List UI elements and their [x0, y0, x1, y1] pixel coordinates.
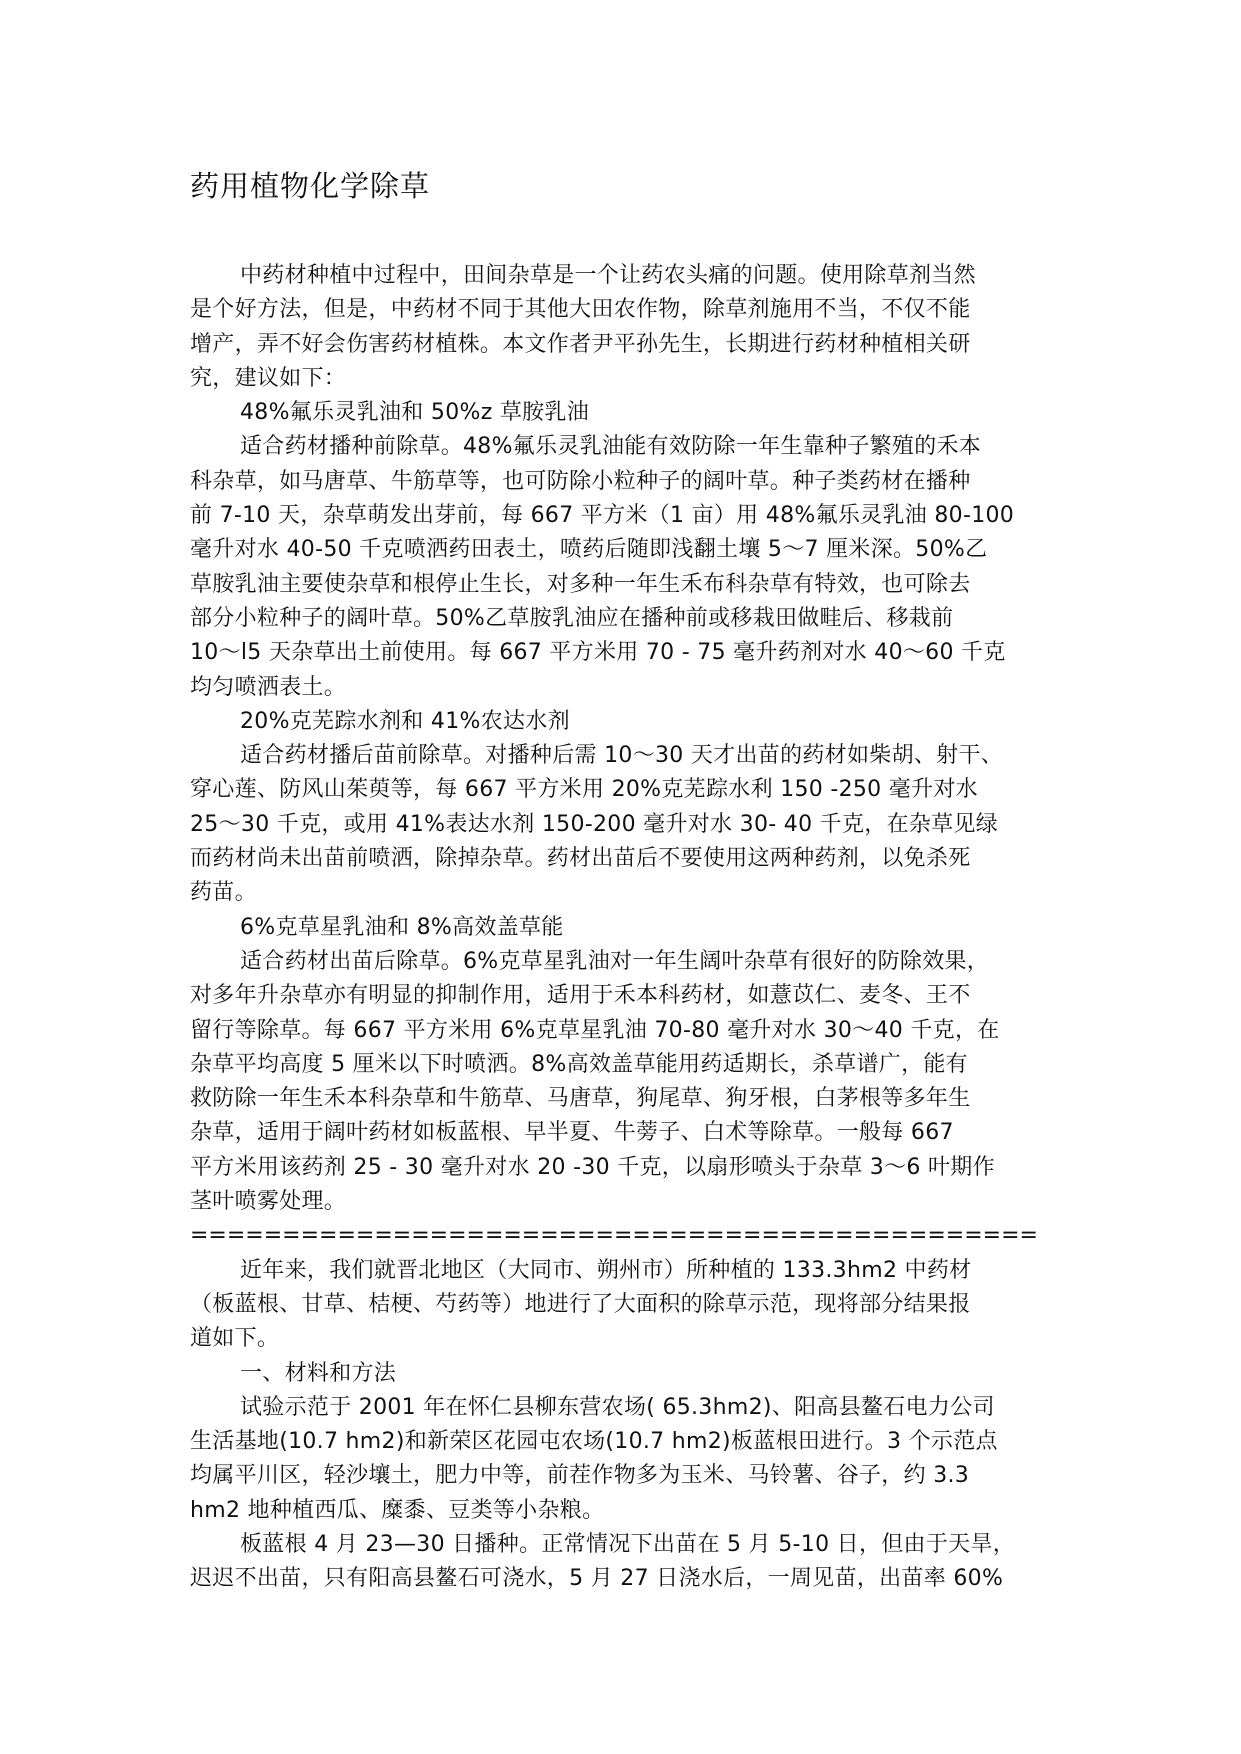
paragraph-line: （板蓝根、甘草、桔梗、芍药等）地进行了大面积的除草示范，现将部分结果报 [190, 1291, 971, 1317]
paragraph-line: 留行等除草。每 667 平方米用 6%克草星乳油 70-80 毫升对水 30～40 千克，在 [190, 1017, 1000, 1043]
paragraph-line: 10～l5 天杂草出土前使用。每 667 平方米用 70 - 75 毫升药剂对水 40～60 千克 [190, 640, 1006, 666]
paragraph-line: 均匀喷洒表土。 [190, 674, 347, 700]
paragraph-line: 平方米用该药剂 25 - 30 毫升对水 20 -30 千克，以扇形喷头于杂草 3～6 叶期作 [190, 1154, 995, 1180]
document-body [190, 259, 1070, 1597]
paragraph-line: 救防除一年生禾本科杂草和牛筋草、马唐草，狗尾草、狗牙根，白茅根等多年生 [190, 1086, 971, 1112]
paragraph-line: 部分小粒种子的阔叶草。50%乙草胺乳油应在播种前或移栽田做畦后、移栽前 [190, 605, 954, 631]
paragraph-line: 25～30 千克，或用 41%表达水剂 150-200 毫升对水 30- 40 千克，在杂草见绿 [190, 811, 999, 837]
paragraph-line: 而药材尚未出苗前喷洒，除掉杂草。药材出苗后不要使用这两种药剂，以免杀死 [190, 846, 971, 872]
paragraph-line: 毫升对水 40-50 千克喷洒药田表土，喷药后随即浅翻土壤 5～7 厘米深。50%乙 [190, 537, 988, 563]
paragraph-line: 茎叶喷雾处理。 [190, 1189, 347, 1215]
paragraph-line: 草胺乳油主要使杂草和根停止生长，对多种一年生禾布科杂草有特效，也可除去 [190, 571, 971, 597]
paragraph-line: 适合药材播种前除草。48%氟乐灵乳油能有效防除一年生靠种子繁殖的禾本 [240, 434, 982, 460]
paragraph-line: 前 7-10 天，杂草萌发出芽前，每 667 平方米（1 亩）用 48%氟乐灵乳油 80-100 [190, 503, 1015, 529]
paragraph-line: hm2 地种植西瓜、糜黍、豆类等小杂粮。 [190, 1497, 605, 1523]
paragraph-line: 穿心莲、防风山茱萸等，每 667 平方米用 20%克芜踪水利 150 -250 毫升对水 [190, 777, 978, 803]
paragraph-line: 中药材种植中过程中，田间杂草是一个让药农头痛的问题。使用除草剂当然 [240, 263, 976, 288]
section-heading: 48%氟乐灵乳油和 50%z 草胺乳油 [240, 400, 590, 426]
section-heading: 一、材料和方法 [240, 1360, 397, 1386]
section-heading: 20%克芜踪水剂和 41%农达水剂 [240, 708, 570, 734]
paragraph-line: 杂草平均高度 5 厘米以下时喷洒。8%高效盖草能用药适期长，杀草谱广，能有 [190, 1051, 968, 1077]
paragraph-line: 近年来，我们就晋北地区（大同市、朔州市）所种植的 133.3hm2 中药材 [240, 1257, 972, 1283]
paragraph-line: 科杂草，如马唐草、牛筋草等，也可防除小粒种子的阔叶草。种子类药材在播种 [190, 468, 971, 494]
paragraph-line: 适合药材播后苗前除草。对播种后需 10～30 天才出苗的药材如柴胡、射干、 [240, 743, 1004, 769]
paragraph-line: 杂草，适用于阔叶药材如板蓝根、早半夏、牛蒡子、白术等除草。一般每 667 [190, 1120, 954, 1146]
paragraph-line: 均属平川区，轻沙壤土，肥力中等，前茬作物多为玉米、马铃薯、谷子，约 3.3 [190, 1463, 970, 1489]
paragraph-line: 迟迟不出苗，只有阳高县鳌石可浇水，5 月 27 日浇水后，一周见苗，出苗率 60% [190, 1566, 1004, 1592]
separator-line: ============================================== [190, 1223, 1038, 1249]
paragraph-line: 道如下。 [190, 1326, 280, 1352]
paragraph-line: 增产，弄不好会伤害药材植株。本文作者尹平孙先生，长期进行药材种植相关研 [190, 331, 971, 357]
paragraph-line: 板蓝根 4 月 23—30 日播种。正常情况下出苗在 5 月 5-10 日，但由于天旱， [240, 1531, 1016, 1557]
document-title: 药用植物化学除草 [190, 169, 431, 203]
paragraph-line: 生活基地(10.7 hm2)和新荣区花园屯农场(10.7 hm2)板蓝根田进行。3 个示范点 [190, 1429, 998, 1455]
section-heading: 6%克草星乳油和 8%高效盖草能 [240, 914, 564, 940]
paragraph-line: 对多年升杂草亦有明显的抑制作用，适用于禾本科药材，如薏苡仁、麦冬、王不 [190, 983, 971, 1009]
paragraph-line: 适合药材出苗后除草。6%克草星乳油对一年生阔叶杂草有很好的防除效果， [240, 948, 990, 974]
paragraph-line: 试验示范于 2001 年在怀仁县柳东营农场( 65.3hm2)、阳高县鳌石电力公司 [240, 1394, 995, 1420]
paragraph-line: 药苗。 [190, 880, 257, 906]
paragraph-line: 究，建议如下： [190, 365, 347, 391]
paragraph-line: 是个好方法，但是，中药材不同于其他大田农作物，除草剂施用不当，不仅不能 [190, 297, 971, 323]
